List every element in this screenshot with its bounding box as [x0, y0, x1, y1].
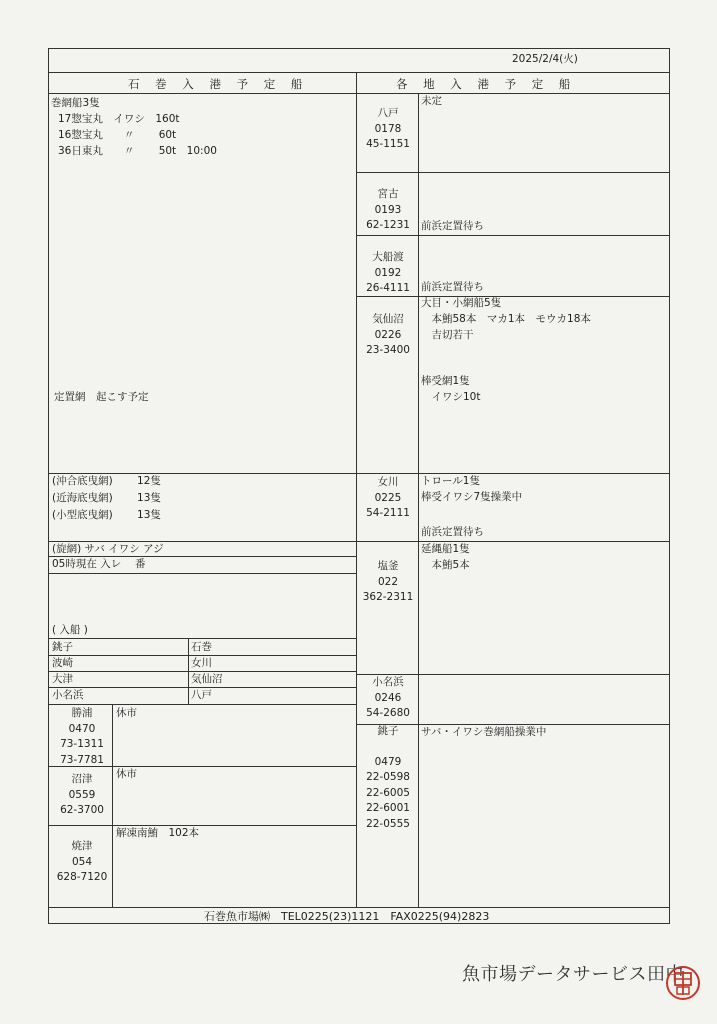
incoming-from: 波崎 — [52, 657, 73, 669]
market-note: 休市 — [116, 707, 137, 719]
port-note: 大目・小網船5隻 — [421, 297, 502, 309]
port-note: 延縄船1隻 — [421, 543, 470, 555]
set-net-note: 定置網 起こす予定 — [54, 391, 149, 403]
port-note: サバ・イワシ巻網船操業中 — [421, 726, 547, 738]
trawl-row: (沖合底曳網) 12隻 — [52, 475, 161, 487]
port-onagawa: 女川 0225 54-2111 — [366, 476, 410, 519]
port-choshi: 銚子 0479 22-0598 22-6005 22-6001 22-0555 — [366, 725, 410, 830]
market-yaizu: 焼津 054 628-7120 — [56, 840, 108, 883]
incoming-to: 石巻 — [191, 641, 212, 653]
incoming-from: 小名浜 — [52, 689, 84, 701]
market-numazu: 沼津 0559 62-3700 — [60, 773, 104, 816]
sender-signature: 魚市場データサービス田中 — [462, 964, 684, 985]
port-note: 棒受イワシ7隻操業中 — [421, 491, 523, 503]
port-note: イワシ10t — [421, 391, 481, 403]
port-note: 前浜定置待ち — [421, 220, 484, 232]
footer-contact: 石巻魚市場㈱ TEL0225(23)1121 FAX0225(94)2823 — [204, 910, 490, 923]
date-label: 2025/2/4(火) — [512, 53, 578, 65]
market-note: 休市 — [116, 768, 137, 780]
purse-seine-row: 17惣宝丸 イワシ 160t — [58, 113, 180, 125]
port-miyako: 宮古 0193 62-1231 — [366, 188, 410, 231]
port-note: 棒受網1隻 — [421, 375, 470, 387]
port-hachinohe: 八戸 0178 45-1151 — [366, 107, 410, 150]
market-note: 解凍南鮪 102本 — [116, 827, 200, 839]
port-ofunato: 大船渡 0192 26-4111 — [366, 251, 410, 294]
port-note: 本鮪5本 — [421, 559, 470, 571]
port-note: 吉切若干 — [421, 329, 474, 341]
incoming-from: 銚子 — [52, 641, 73, 653]
seal-stamp-icon — [665, 965, 701, 1001]
incoming-to: 女川 — [191, 657, 212, 669]
port-note: 未定 — [421, 95, 442, 107]
incoming-from: 大津 — [52, 673, 73, 685]
market-katsuura: 勝浦 0470 73-1311 73-7781 — [60, 707, 104, 766]
incoming-to: 八戸 — [191, 689, 212, 701]
purse-seine-row: 16惣宝丸 〃 60t — [58, 129, 177, 141]
as-of-label: 05時現在 入レ 番 — [52, 558, 146, 570]
spin-net-label: (旋網) サバ イワシ アジ — [52, 543, 164, 555]
port-kesennuma: 気仙沼 0226 23-3400 — [366, 313, 410, 356]
port-note: 本鮪58本 マカ1本 モウカ18本 — [421, 313, 591, 325]
trawl-row: (近海底曳網) 13隻 — [52, 492, 161, 504]
purse-seine-row: 36日東丸 〃 50t 10:00 — [58, 145, 217, 157]
purse-seine-heading: 巻網船3隻 — [51, 97, 100, 109]
port-note: 前浜定置待ち — [421, 526, 484, 538]
port-shiogama: 塩釜 022 362-2311 — [362, 560, 414, 603]
port-onahama: 小名浜 0246 54-2680 — [366, 676, 410, 719]
port-note: トロール1隻 — [421, 475, 480, 487]
trawl-row: (小型底曳網) 13隻 — [52, 509, 161, 521]
incoming-label: ( 入船 ) — [52, 624, 88, 636]
left-section-title: 石 巻 入 港 予 定 船 — [128, 77, 309, 91]
right-section-title: 各 地 入 港 予 定 船 — [396, 77, 577, 91]
incoming-to: 気仙沼 — [191, 673, 223, 685]
port-note: 前浜定置待ち — [421, 281, 484, 293]
